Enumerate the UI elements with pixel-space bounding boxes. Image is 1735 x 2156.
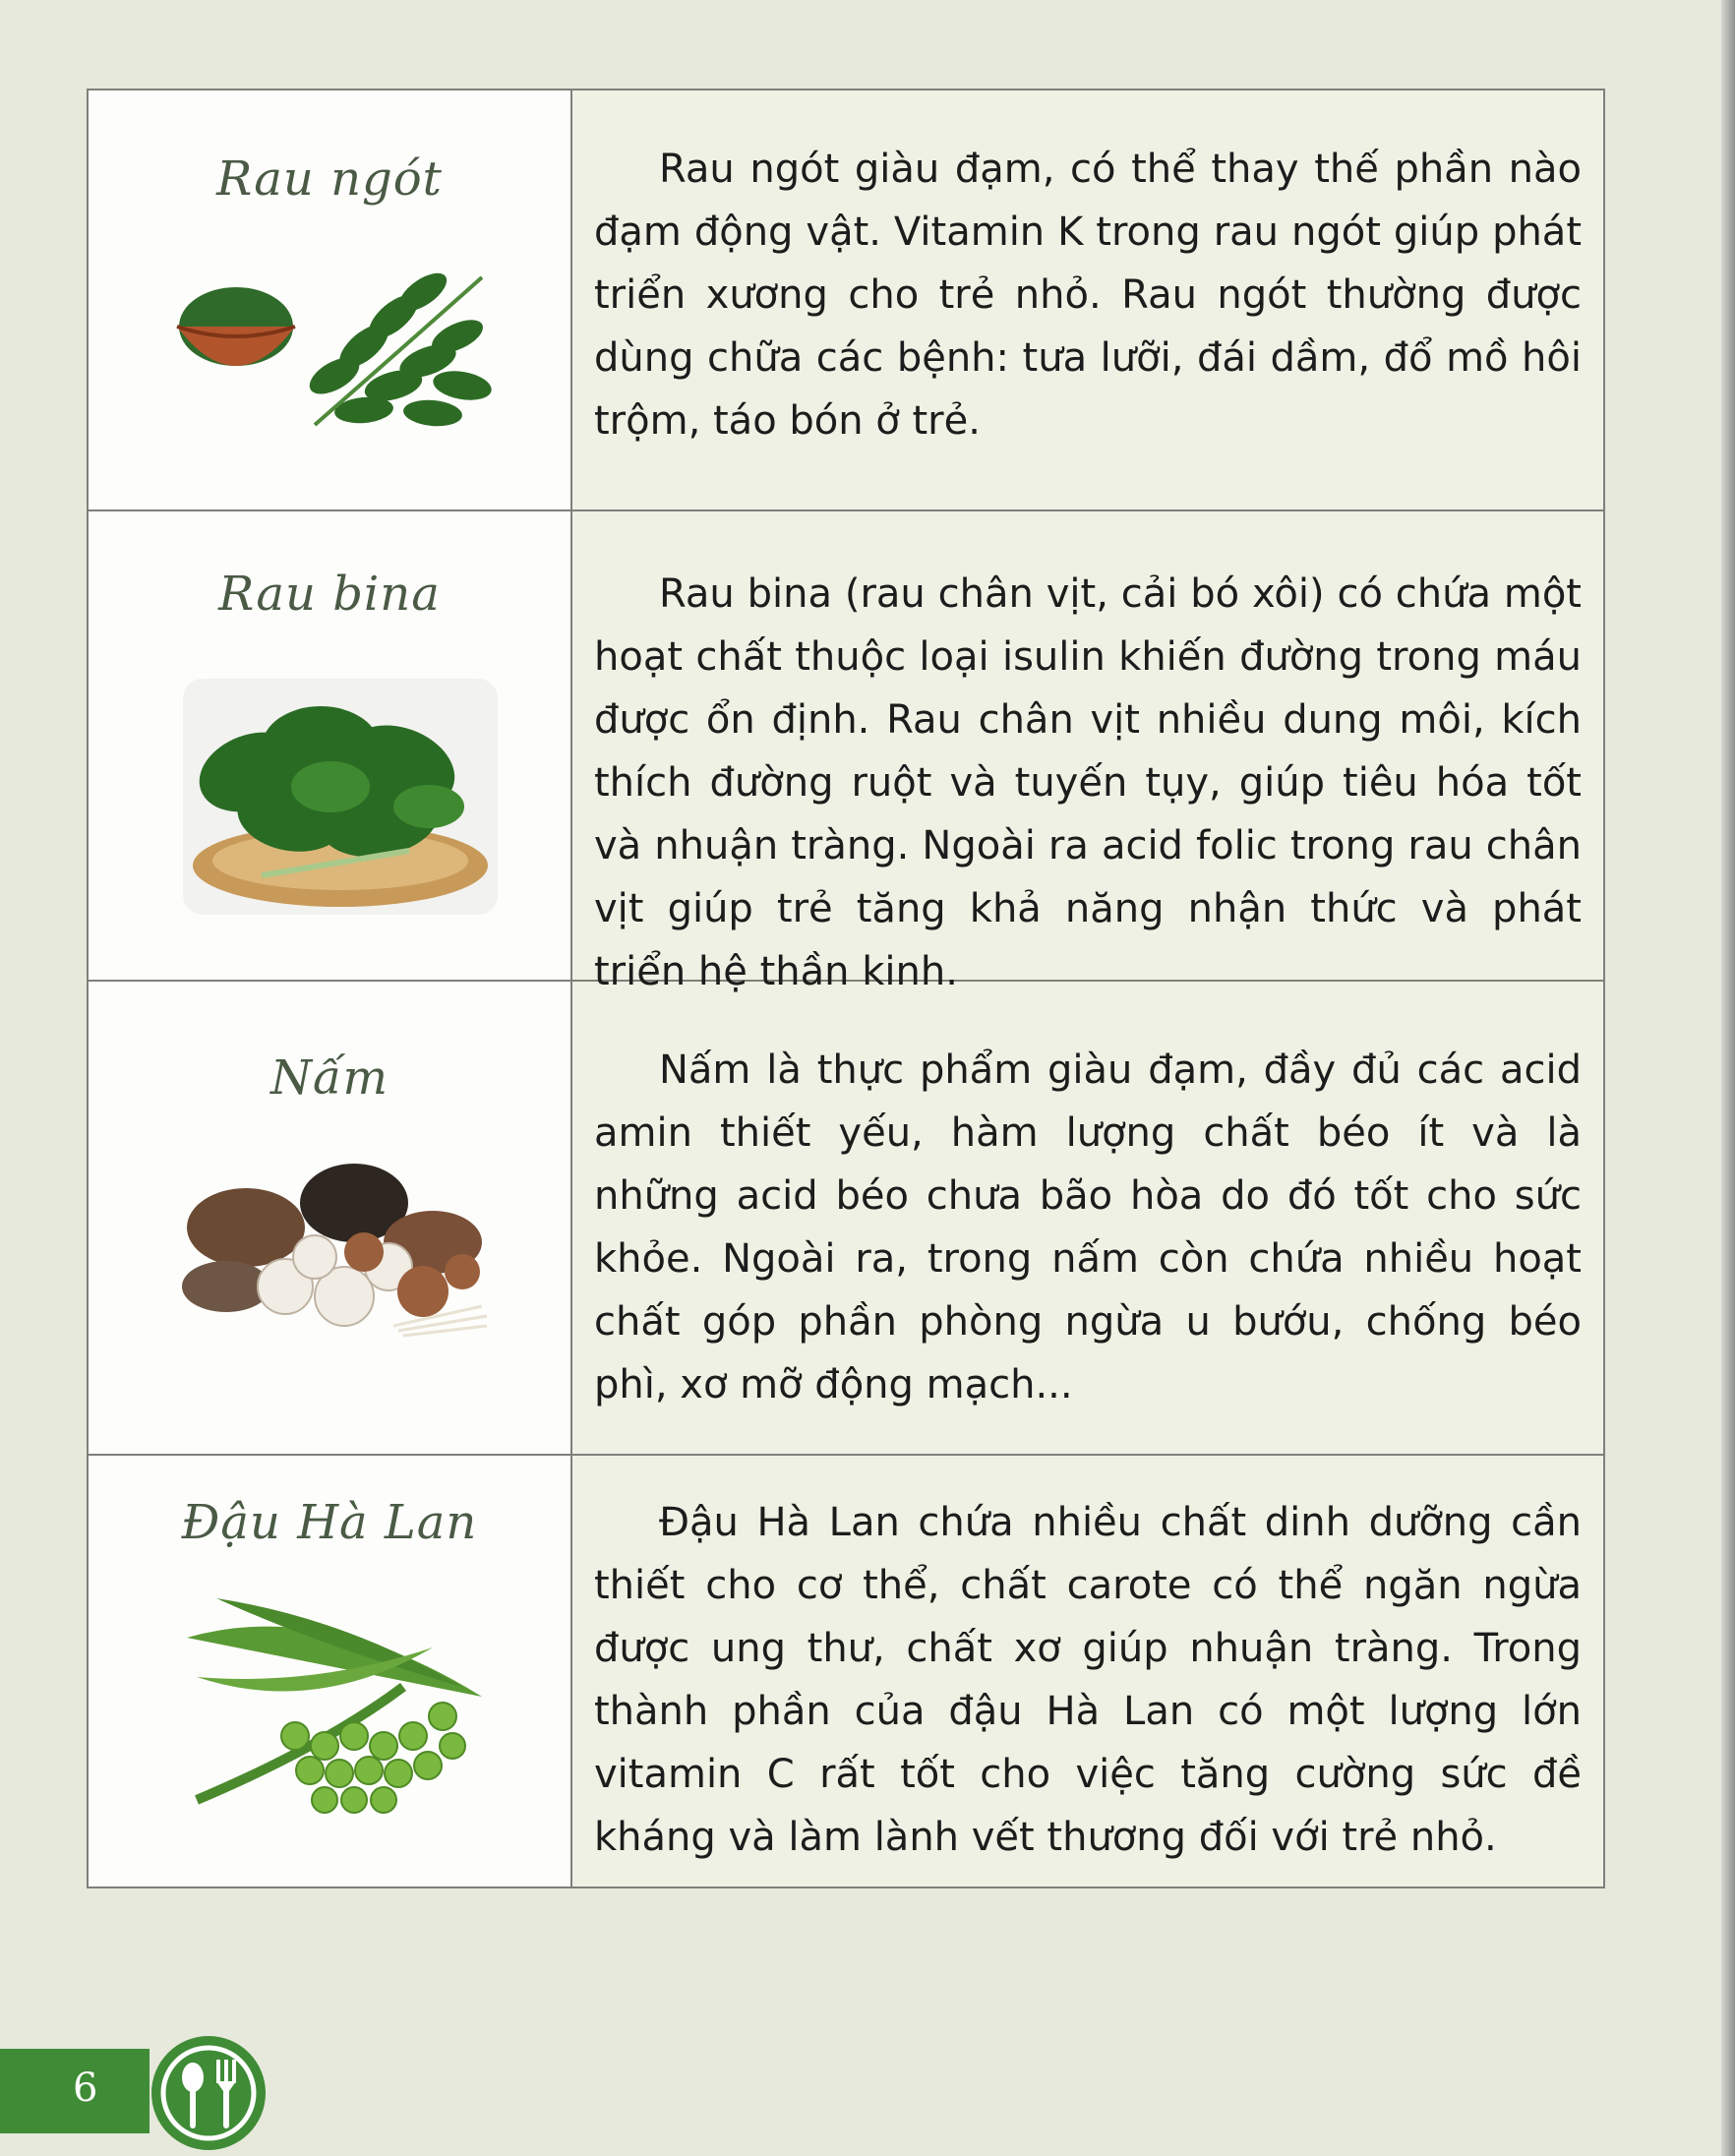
spinach-image — [183, 679, 498, 915]
food-name: Nấm — [270, 1050, 389, 1106]
page-number: 6 — [73, 2066, 98, 2111]
food-name-cell — [89, 982, 572, 1454]
food-description-cell — [572, 90, 1603, 509]
mushrooms-image — [167, 1149, 502, 1346]
katuk-leaves-image — [167, 238, 502, 435]
food-name: Đậu Hà Lan — [181, 1495, 478, 1550]
food-name-cell — [89, 511, 572, 980]
food-description: Đậu Hà Lan chứa nhiều chất dinh dưỡng cần thiết cho cơ thể, chất carote có thể ngăn ngừa được ung thư, chất xơ giúp nhuận tràng. Trong thành phần của đậu Hà Lan có một lượng lớn vitamin C rất tốt cho việc tăng cường sức đề kháng và làm lành vết thương đối với trẻ nhỏ. — [594, 1500, 1582, 1860]
food-name: Rau bina — [218, 567, 441, 622]
page-edge — [1721, 0, 1735, 2156]
food-description: Rau ngót giàu đạm, có thể thay thế phần nào đạm động vật. Vitamin K trong rau ngót giúp phát triển xương cho trẻ nhỏ. Rau ngót thường được dùng chữa các bệnh: tưa lưỡi, đái dầm, đổ mồ hôi trộm, táo bón ở trẻ. — [594, 147, 1582, 444]
table-row — [89, 1456, 1603, 1886]
table-row — [89, 982, 1603, 1456]
table-row — [89, 511, 1603, 994]
food-name-cell — [89, 1456, 572, 1886]
food-description-cell — [572, 982, 1603, 1454]
food-description: Rau bina (rau chân vịt, cải bó xôi) có chứa một hoạt chất thuộc loại isulin khiến đường trong máu được ổn định. Rau chân vịt nhiều dung môi, kích thích đường ruột và tuyến tụy, giúp tiêu hóa tốt và nhuận tràng. Ngoài ra acid folic trong rau chân vịt giúp trẻ tăng khả năng nhận thức và phát triển hệ thần kinh. — [594, 571, 1582, 994]
peas-image — [177, 1579, 502, 1815]
food-description: Nấm là thực phẩm giàu đạm, đầy đủ các acid amin thiết yếu, hàm lượng chất béo ít và là những acid béo chưa bão hòa do đó tốt cho sức khỏe. Ngoài ra, trong nấm còn chứa nhiều hoạt chất góp phần phòng ngừa u bướu, chống béo phì, xơ mỡ động mạch... — [594, 1048, 1582, 1407]
table-row — [89, 90, 1603, 511]
food-description-cell — [572, 1456, 1603, 1886]
nutrition-table — [87, 89, 1605, 1888]
spoon-fork-icon — [148, 2032, 269, 2154]
food-name-cell — [89, 90, 572, 509]
food-description-cell — [572, 511, 1603, 994]
food-name: Rau ngót — [216, 151, 443, 207]
